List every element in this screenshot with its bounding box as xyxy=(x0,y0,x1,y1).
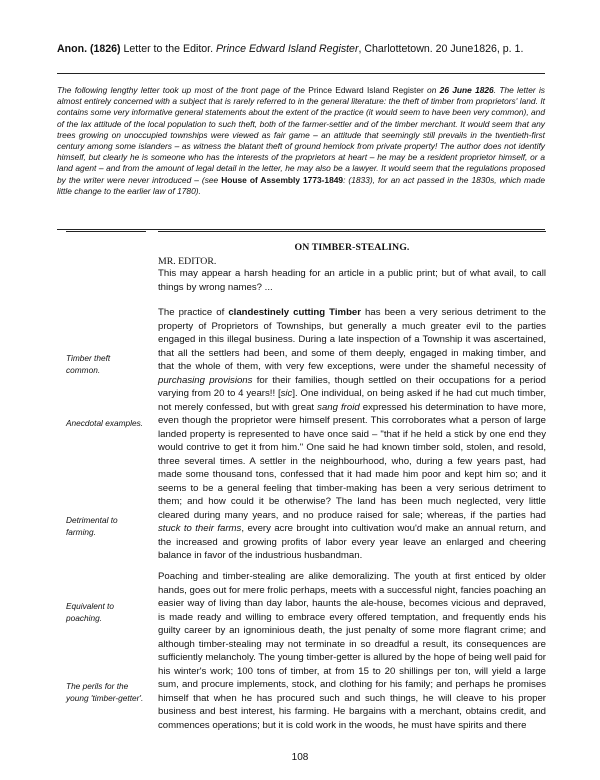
p2-text-e: expressed his determination to have more, even though the proprietor were himself present. This corroborates what a person of large landed property is represented to have once said – "that if he held a stick by one end they would contrive to get it from him." One said he had known timber sold, stolen, and resold, three several times. A settler in the neighbourhood, who, during a few years past, had made some thousand tons, confessed that it had made him poor and kept him so; and it seems to be a general feeling that timber-making has been a very serious detriment to them; and how could it be otherwise? The land has been much neglected, very little cleared during many years, and no produce raised for sale; whereas, if the parties had xyxy=(158,401,546,521)
top-rule xyxy=(57,73,545,74)
margin-note-perils: The perils for the young 'timber-getter'. xyxy=(66,681,144,703)
intro-text-2: on xyxy=(423,85,440,95)
p2-emphasis-2: sang froid xyxy=(317,401,360,413)
paragraph-3-text: Poaching and timber-stealing are alike demoralizing. The youth at first enticed by older hands, goes out for mere frolic perhaps, meets with a successful night, fancies poaching an easier way of living than day labor, haunts the ale-house, becomes vicious and depraved, is made ready and willing to embrace every offered temptation, and frequently ends his guilty career by an ignominious death, the just penalty of some more flagrant crime; and although timber-stealing may not terminate in so dreadful a result, its consequences are sufficiently melancholy. The young timber-getter is allured by the hope of being well paid for his winter's work; 100 tons of timber, at from 15 to 20 shillings per ton, will yield a large sum, and procure implements, stock, and clothing for his family; and perhaps he promises himself that when he has procured such and such things, he will cleave to his proper business and best interest, his farming. He bargains with a merchant, obtains credit, and commences operations; but it is cold work in the woods, he must have spirits and there xyxy=(158,571,546,731)
intro-newspaper-name: Prince Edward Island Register xyxy=(308,85,424,95)
intro-date: 26 June 1826 xyxy=(439,85,494,95)
intro-bottom-rule xyxy=(57,229,545,230)
p2-sic: sic xyxy=(280,388,293,399)
p2-emphasis-1: purchasing provisions xyxy=(158,374,253,386)
p2-text-b: has been a very serious detriment to the property of Proprietors of Townships, but generally a much greater evil to the parties engaged in this illegal business. During a late inspection of a Township it was ascertained, that all the settlers had been, and some of them deeply, engaged in making timber, and that the whole of them, with very few exceptions, were under the shameful necessity of xyxy=(158,307,546,372)
paragraph-1 xyxy=(158,267,546,294)
intro-text-1: The following lengthy letter took up most of the front page of the xyxy=(57,85,309,95)
margin-note-poaching: Equivalent to poaching. xyxy=(66,601,114,623)
paragraph-1-text: This may appear a harsh heading for an article in a public print; but of what avail, to call things by wrong names? ... xyxy=(158,268,546,293)
margin-column-rule xyxy=(66,231,146,232)
citation-rest: , Charlottetown. 20 June1826, p. 1. xyxy=(358,43,524,55)
p2-bold: clandestinely cutting Timber xyxy=(228,307,361,318)
p2-text-c: for their families, though settled on their occupations for a period varying from 20 to 4 years!! [ xyxy=(158,374,546,399)
margin-note-anecdotal: Anecdotal examples. xyxy=(66,418,144,428)
citation-source: Prince Edward Island Register xyxy=(215,43,359,55)
intro-text-3: . The letter is almost entirely concerned with a subject that is rarely referred to in the general literature: the theft of timber from proprietors' land. It contains some very informative general statements about the extent of the practice (it would seem to have been very common), and of the lax attitude of the local population to such theft, both of the farmer-settler and of the timber merchant. It would seem that any trees growing on unoccupied townships were viewed as fair game – an attitude that seemingly still prevails in the twentieth-first century among some islanders – as witness the blatant theft of ground hemlock from private property! The author does not identify himself, but clearly he is someone who has the interests of the proprietors at heart – he may be a resident proprietor himself, or a land agent – and from the amount of legal detail in the letter, he may also be a lawyer. It would seem that the regulations proposed by the writer were never introduced – (see xyxy=(57,85,545,185)
paragraph-2 xyxy=(158,306,546,563)
salutation: MR. EDITOR. xyxy=(158,256,217,267)
editor-introduction xyxy=(57,85,545,197)
margin-note-detrimental: Detrimental to farming. xyxy=(66,515,118,537)
citation-author: Anon. (1826) xyxy=(57,43,121,55)
margin-note-timber-theft: Timber theft common. xyxy=(66,353,111,375)
intro-text-4: : (1833), for an act passed in the 1830s, which made little change to the earlier law of 1780). xyxy=(57,174,545,196)
page-number: 108 xyxy=(291,752,309,763)
body-column-rule xyxy=(158,231,546,232)
intro-reference: House of Assembly 1773-1849 xyxy=(221,174,344,185)
p2-text-f: , every acre brought into cultivation wou'd make an annual return, and the increased and growing profits of labor every year leave an enlarged and cheering balance in favor of the industrious husbandman. xyxy=(158,523,546,561)
p2-emphasis-3: stuck to their farms xyxy=(158,523,242,534)
paragraph-3 xyxy=(158,570,546,732)
p2-text-a: The practice of xyxy=(158,307,229,318)
citation-line xyxy=(57,43,577,55)
citation-lead: Letter to the Editor. xyxy=(120,43,216,55)
article-title: ON TIMBER-STEALING. xyxy=(294,242,410,253)
p2-text-d: ]. One individual, on being asked if he had cut much timber, not merely confessed, but with great xyxy=(158,388,546,413)
